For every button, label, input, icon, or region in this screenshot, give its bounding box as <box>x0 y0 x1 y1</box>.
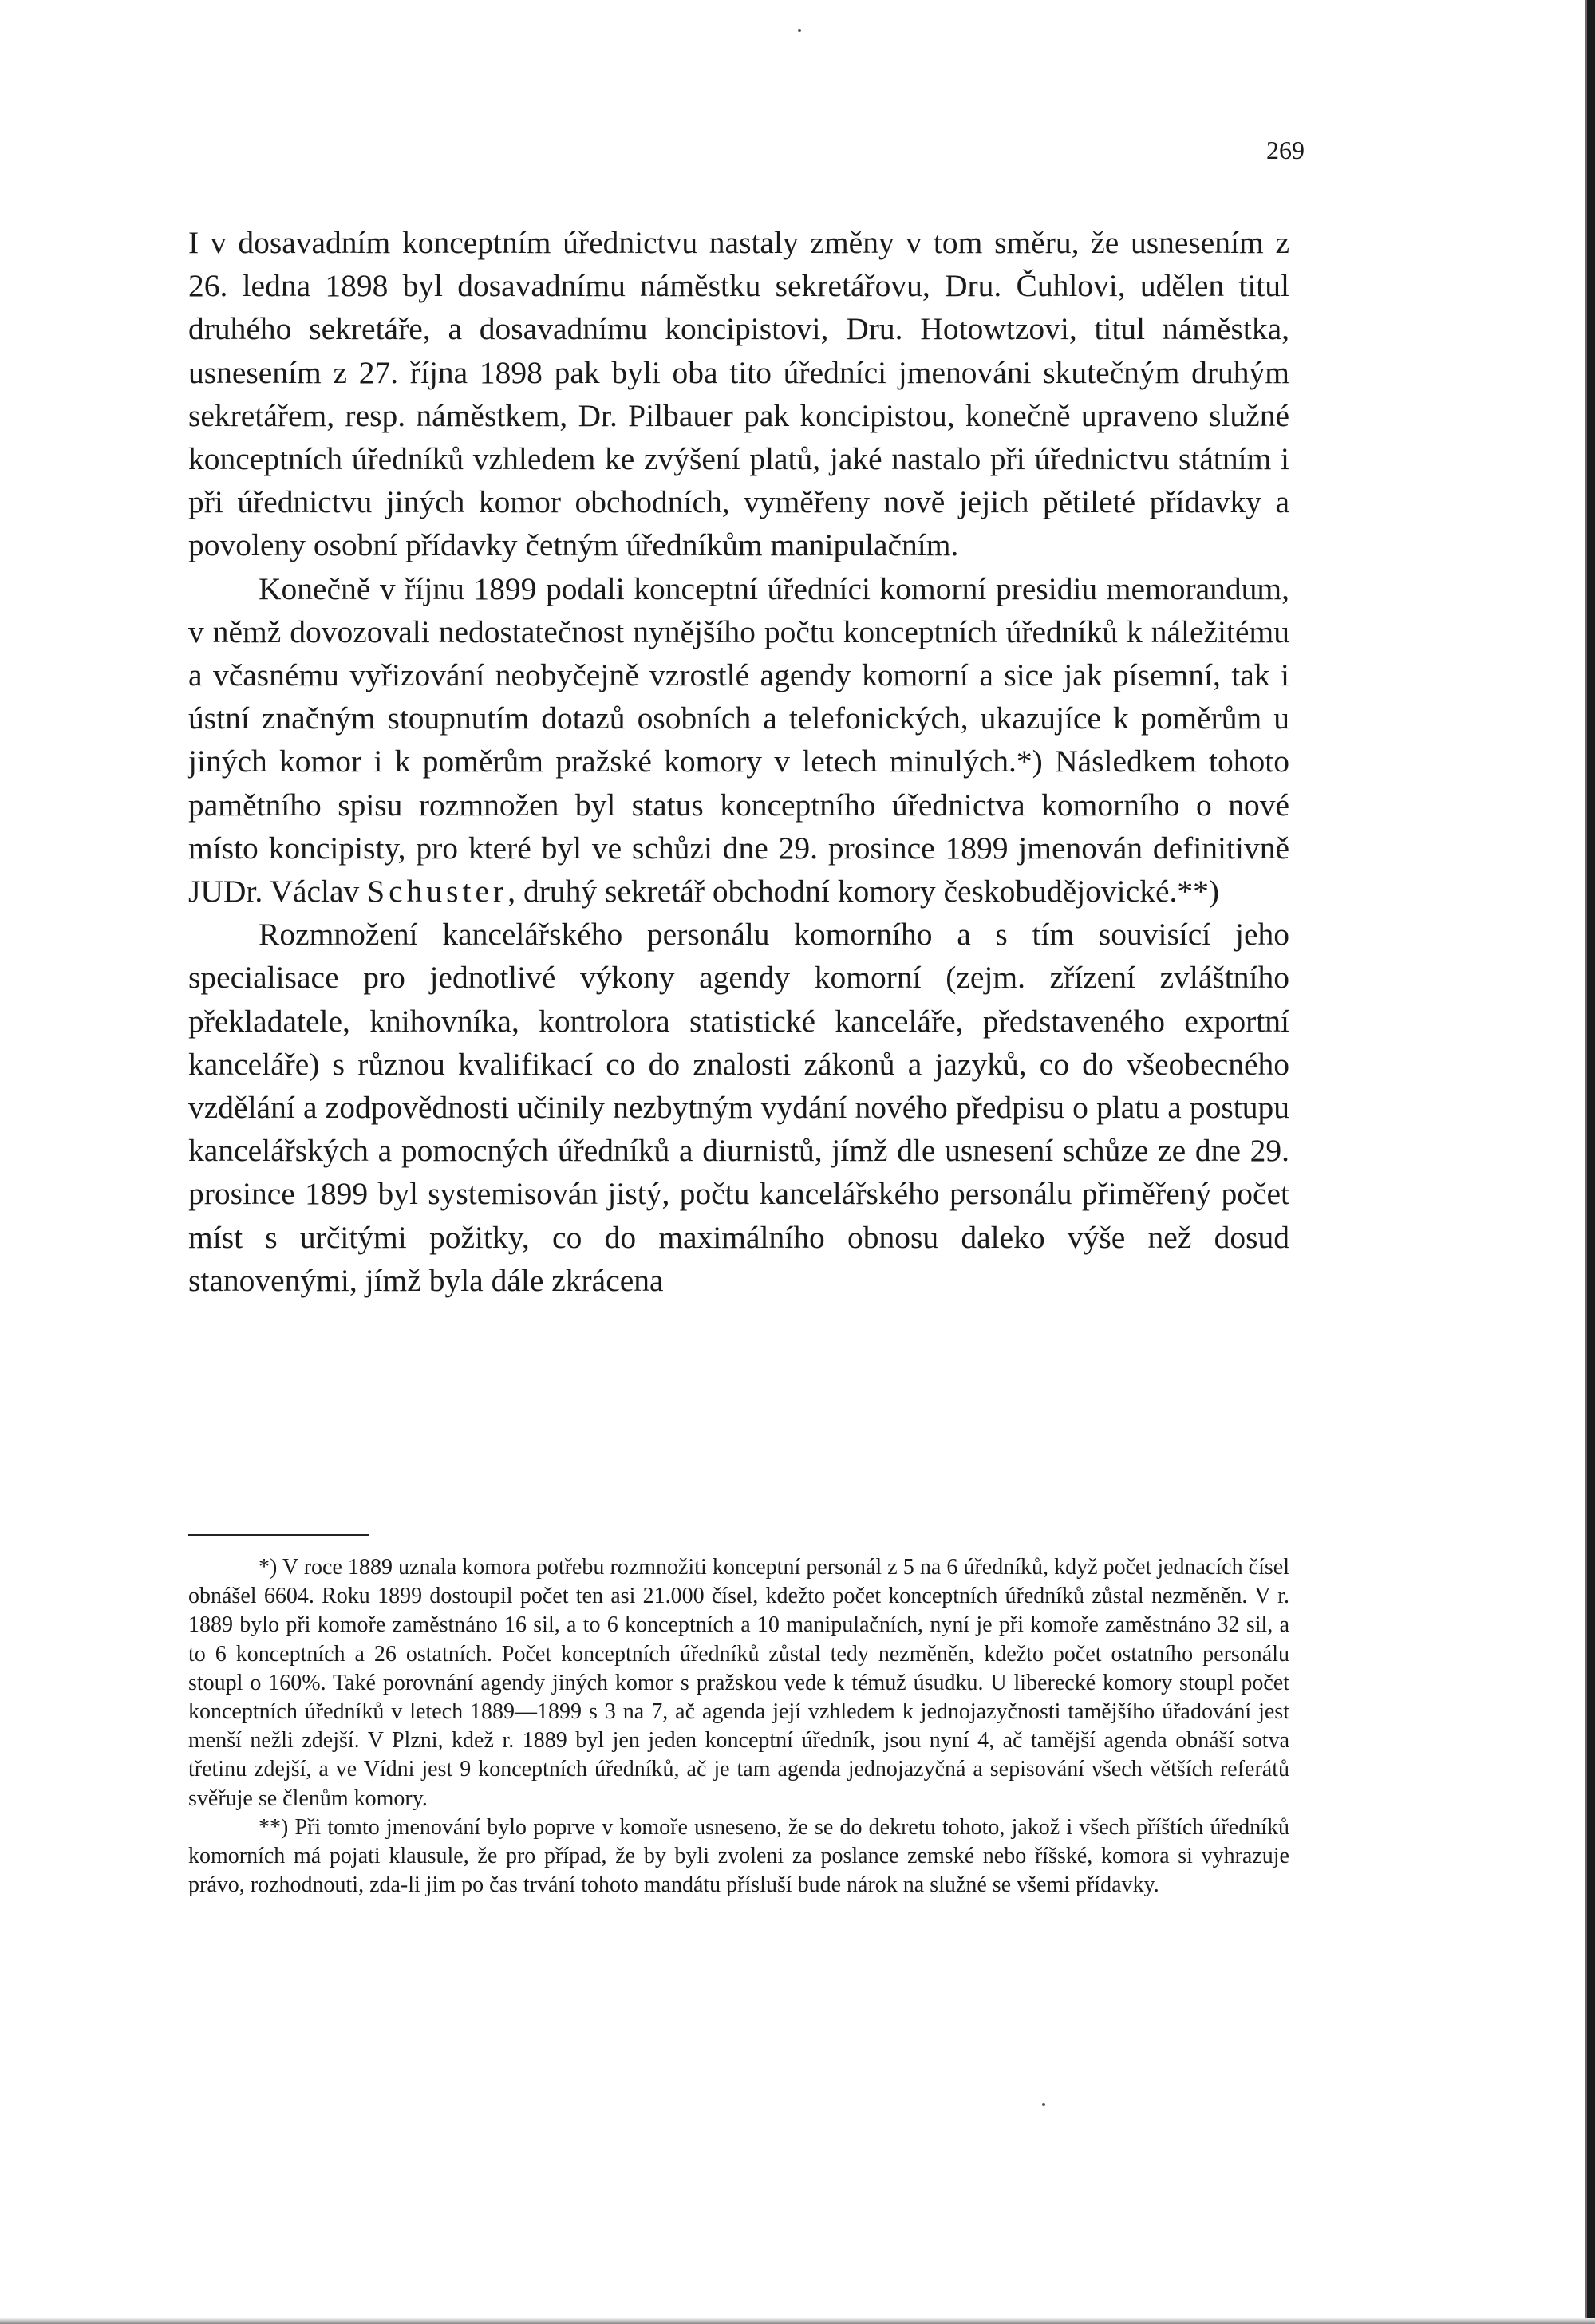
footnotes <box>188 1553 1289 1900</box>
scan-edge-bottom <box>0 2318 1595 2324</box>
paragraph-2-tail: , druhý sekretář obchodní komory českobudějovické.**) <box>507 874 1220 909</box>
spaced-name: Schuster <box>367 874 508 909</box>
paragraph-3: Rozmnožení kancelářského personálu komorního a s tím souvisící jeho specialisace pro jednotlivé výkony agendy komorní (zejm. zřízení zvláštního překladatele, knihovníka, kontrolora statistické kanceláře, představeného exportní kanceláře) s různou kvalifikací co do znalosti zákonů a jazyků, co do všeobecného vzdělání a zodpovědnosti učinily nezbytným vydání nového předpisu o platu a postupu kancelářských a pomocných úředníků a diurnistů, jímž dle usnesení schůze ze dne 29. prosince 1899 byl systemisován jistý, počtu kancelářského personálu přiměřený počet míst s určitými požitky, co do maximálního obnosu daleko výše než dosud stanovenými, jímž byla dále zkrácena <box>188 917 1289 1298</box>
footnote-1: *) V roce 1889 uznala komora potřebu rozmnožiti konceptní personál z 5 na 6 úředníků, když počet jednacích čísel obnášel 6604. Roku 1899 dostoupil počet ten asi 21.000 čísel, kdežto počet konceptních úředníků zůstal nezměněn. V r. 1889 bylo při komoře zaměstnáno 16 sil, a to 6 konceptních a 10 manipulačních, nyní je při komoře zaměstnáno 32 sil, a to 6 konceptních a 26 ostatních. Počet konceptních úředníků zůstal tedy nezměněn, kdežto počet ostatního personálu stoupl o 160%. Také porovnání agendy jiných komor s pražskou vede k témuž úsudku. U liberecké komory stoupl počet konceptních úředníků v letech 1889—1899 s 3 na 7, ač agenda její vzhledem k jednojazyčnosti tamějšího úřadování jest menší nežli zdejší. V Plzni, kdež r. 1889 byl jen jeden konceptní úředník, jsou nyní 4, ač tamější agenda obnáší sotva třetinu zdejší, a ve Vídni jest 9 konceptních úředníků, ač je tam agenda jednojazyčná a sepisování všech větších referátů svěřuje se členům komory. <box>188 1555 1289 1811</box>
scan-speck <box>1042 2103 1045 2106</box>
footnote-2: **) Při tomto jmenování bylo poprve v komoře usneseno, že se do dekretu tohoto, jakož i všech příštích úředníků komorních má pojati klausule, že pro případ, že by byli zvoleni za poslance zemské nebo říšské, komora si vyhrazuje právo, rozhodnouti, zda-li jim po čas trvání tohoto mandátu přísluší bude nárok na služné se všemi přídavky. <box>188 1814 1289 1898</box>
main-text <box>188 221 1289 1302</box>
scan-speck <box>798 29 801 32</box>
paragraph-1: I v dosavadním konceptním úřednictvu nastaly změny v tom směru, že usnesením z 26. ledna 1898 byl dosavadnímu náměstku sekretářovu, Dru. Čuhlovi, udělen titul druhého sekretáře, a dosavadnímu koncipistovi, Dru. Hotowtzovi, titul náměstka, usnesením z 27. října 1898 pak byli oba tito úředníci jmenováni skutečným druhým sekretářem, resp. náměstkem, Dr. Pilbauer pak koncipistou, konečně upraveno služné konceptních úředníků vzhledem ke zvýšení platů, jaké nastalo při úřednictvu státním i při úřednictvu jiných komor obchodních, vyměřeny nově jejich pětileté přídavky a povoleny osobní přídavky četným úředníkům manipulačním. <box>188 225 1289 563</box>
paragraph-2-text: Konečně v říjnu 1899 podali konceptní úředníci komorní presidiu memorandum, v němž dovozovali nedostatečnost nynějšího počtu konceptních úředníků k náležitému a včasnému vyřizování neobyčejně vzrostlé agendy komorní a sice jak písemní, tak i ústní značným stoupnutím dotazů osobních a telefonických, ukazujíce k poměrům u jiných komor i k poměrům pražské komory v letech minulých.*) Následkem tohoto pamětního spisu rozmnožen byl status konceptního úřednictva komorního o nové místo koncipisty, pro které byl ve schůzi dne 29. prosince 1899 jmenován definitivně JUDr. Václav <box>188 570 1289 909</box>
paragraph-2 <box>188 567 1289 913</box>
page-number: 269 <box>1266 136 1305 164</box>
scan-edge-right <box>1587 0 1595 2324</box>
footnote-divider <box>188 1534 369 1536</box>
